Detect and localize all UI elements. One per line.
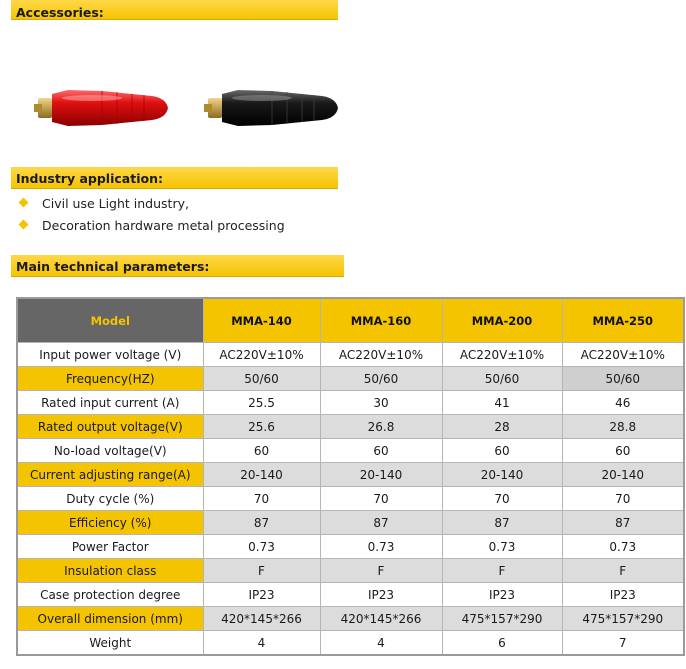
- parameter-value-cell: F: [442, 559, 562, 583]
- parameter-value-cell: 70: [442, 487, 562, 511]
- table-row: [17, 631, 684, 656]
- parameter-value-cell: 50/60: [562, 367, 684, 391]
- parameter-value-cell: 0.73: [320, 535, 442, 559]
- parameter-value-cell: F: [203, 559, 320, 583]
- parameter-value-cell: AC220V±10%: [203, 343, 320, 367]
- parameter-value-cell: IP23: [203, 583, 320, 607]
- parameter-value-cell: 87: [320, 511, 442, 535]
- parameter-value-cell: 87: [442, 511, 562, 535]
- parameter-value-cell: 50/60: [320, 367, 442, 391]
- table-row: [17, 463, 684, 487]
- parameter-value-cell: IP23: [320, 583, 442, 607]
- header-cell-model: Model: [17, 298, 203, 343]
- table-row: [17, 583, 684, 607]
- diamond-bullet-icon: [19, 198, 29, 208]
- header-cell-model-name: MMA-140: [203, 298, 320, 343]
- parameter-value-cell: 475*157*290: [442, 607, 562, 631]
- parameter-label-cell: Current adjusting range(A): [17, 463, 203, 487]
- parameter-value-cell: 6: [442, 631, 562, 656]
- parameter-value-cell: 87: [562, 511, 684, 535]
- parameter-value-cell: 25.5: [203, 391, 320, 415]
- parameter-value-cell: AC220V±10%: [320, 343, 442, 367]
- parameter-value-cell: AC220V±10%: [442, 343, 562, 367]
- table-row: [17, 367, 684, 391]
- parameter-value-cell: 50/60: [442, 367, 562, 391]
- industry-application-heading: Industry application:: [11, 167, 338, 189]
- parameter-value-cell: 87: [203, 511, 320, 535]
- parameter-value-cell: 7: [562, 631, 684, 656]
- black-cable-connector-image: [202, 86, 342, 130]
- parameter-value-cell: 4: [203, 631, 320, 656]
- parameter-value-cell: 50/60: [203, 367, 320, 391]
- parameter-value-cell: 20-140: [562, 463, 684, 487]
- parameter-value-cell: 20-140: [203, 463, 320, 487]
- parameter-value-cell: 20-140: [320, 463, 442, 487]
- table-row: [17, 439, 684, 463]
- list-item-text: Civil use Light industry,: [42, 196, 189, 211]
- table-row: [17, 607, 684, 631]
- parameter-label-cell: Overall dimension (mm): [17, 607, 203, 631]
- parameter-label-cell: Rated input current (A): [17, 391, 203, 415]
- parameter-value-cell: 46: [562, 391, 684, 415]
- parameter-label-cell: Frequency(HZ): [17, 367, 203, 391]
- parameter-label-cell: Duty cycle (%): [17, 487, 203, 511]
- table-row: [17, 415, 684, 439]
- parameter-value-cell: 41: [442, 391, 562, 415]
- table-body: [17, 343, 684, 656]
- list-item: [18, 196, 285, 218]
- parameter-value-cell: 420*145*266: [320, 607, 442, 631]
- header-cell-model-name: MMA-160: [320, 298, 442, 343]
- diamond-bullet-icon: [19, 220, 29, 230]
- parameter-value-cell: 70: [203, 487, 320, 511]
- parameter-value-cell: 25.6: [203, 415, 320, 439]
- parameter-label-cell: Rated output voltage(V): [17, 415, 203, 439]
- parameter-value-cell: 70: [562, 487, 684, 511]
- parameters-table: [16, 297, 685, 656]
- parameter-label-cell: No-load voltage(V): [17, 439, 203, 463]
- parameter-value-cell: 60: [320, 439, 442, 463]
- parameter-value-cell: 4: [320, 631, 442, 656]
- table-row: [17, 391, 684, 415]
- table-row: [17, 343, 684, 367]
- parameter-value-cell: 26.8: [320, 415, 442, 439]
- parameter-label-cell: Insulation class: [17, 559, 203, 583]
- parameter-value-cell: F: [562, 559, 684, 583]
- parameter-label-cell: Efficiency (%): [17, 511, 203, 535]
- table-row: [17, 487, 684, 511]
- parameter-value-cell: 0.73: [562, 535, 684, 559]
- accessories-heading: Accessories:: [11, 0, 338, 20]
- table-header-row: [17, 298, 684, 343]
- parameter-value-cell: 30: [320, 391, 442, 415]
- list-item: [18, 218, 285, 240]
- industry-list: [18, 196, 285, 240]
- parameter-value-cell: 420*145*266: [203, 607, 320, 631]
- parameter-value-cell: 28: [442, 415, 562, 439]
- parameter-label-cell: Input power voltage (V): [17, 343, 203, 367]
- parameter-value-cell: 0.73: [203, 535, 320, 559]
- list-item-text: Decoration hardware metal processing: [42, 218, 285, 233]
- parameter-label-cell: Case protection degree: [17, 583, 203, 607]
- header-cell-model-name: MMA-250: [562, 298, 684, 343]
- parameter-value-cell: 70: [320, 487, 442, 511]
- parameter-label-cell: Weight: [17, 631, 203, 656]
- parameter-value-cell: AC220V±10%: [562, 343, 684, 367]
- parameter-label-cell: Power Factor: [17, 535, 203, 559]
- table-row: [17, 535, 684, 559]
- red-cable-connector-image: [32, 86, 172, 130]
- parameter-value-cell: 28.8: [562, 415, 684, 439]
- table-row: [17, 511, 684, 535]
- parameter-value-cell: 0.73: [442, 535, 562, 559]
- parameter-value-cell: 475*157*290: [562, 607, 684, 631]
- parameter-value-cell: 60: [203, 439, 320, 463]
- header-cell-model-name: MMA-200: [442, 298, 562, 343]
- parameter-value-cell: IP23: [562, 583, 684, 607]
- parameter-value-cell: 60: [442, 439, 562, 463]
- table-row: [17, 559, 684, 583]
- parameter-value-cell: F: [320, 559, 442, 583]
- parameter-value-cell: 60: [562, 439, 684, 463]
- parameter-value-cell: IP23: [442, 583, 562, 607]
- parameter-value-cell: 20-140: [442, 463, 562, 487]
- technical-parameters-heading: Main technical parameters:: [11, 255, 344, 277]
